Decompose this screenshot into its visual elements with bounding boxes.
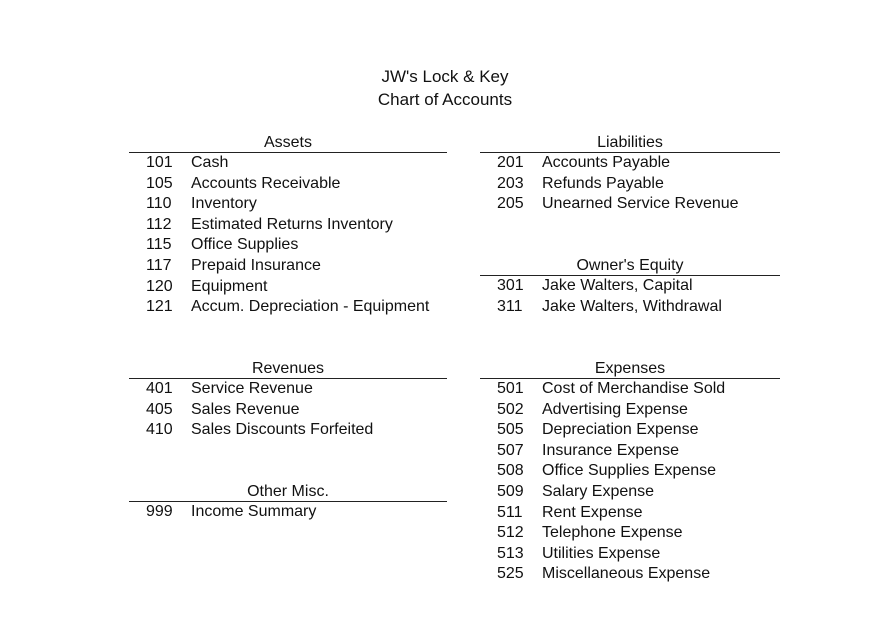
account-row bbox=[129, 379, 447, 400]
account-number: 203 bbox=[497, 174, 524, 192]
account-row bbox=[480, 276, 780, 297]
account-number: 505 bbox=[497, 421, 524, 439]
account-list-revenues bbox=[129, 379, 447, 441]
account-name: Income Summary bbox=[191, 503, 317, 520]
account-name: Prepaid Insurance bbox=[191, 256, 321, 274]
section-header-assets: Assets bbox=[129, 133, 447, 153]
account-row bbox=[480, 503, 780, 524]
account-row bbox=[480, 564, 780, 585]
account-row bbox=[480, 174, 780, 195]
account-row bbox=[129, 256, 447, 277]
account-number: 405 bbox=[146, 400, 173, 418]
account-name: Jake Walters, Capital bbox=[542, 277, 693, 294]
account-number: 105 bbox=[146, 174, 173, 192]
account-name: Jake Walters, Withdrawal bbox=[542, 297, 722, 315]
section-expenses bbox=[480, 359, 780, 585]
account-name: Accounts Receivable bbox=[191, 174, 341, 192]
account-number: 401 bbox=[146, 380, 173, 397]
account-name: Inventory bbox=[191, 195, 257, 213]
account-number: 509 bbox=[497, 482, 524, 500]
account-name: Utilities Expense bbox=[542, 544, 661, 562]
account-number: 121 bbox=[146, 298, 173, 316]
account-row bbox=[480, 420, 780, 441]
account-row bbox=[129, 502, 447, 523]
document-subtitle: Chart of Accounts bbox=[377, 90, 513, 109]
account-name: Sales Discounts Forfeited bbox=[191, 421, 374, 439]
account-row bbox=[480, 379, 780, 400]
account-number: 511 bbox=[497, 503, 523, 521]
account-row bbox=[480, 153, 780, 174]
account-number: 311 bbox=[497, 297, 523, 315]
account-row bbox=[129, 400, 447, 421]
account-name: Salary Expense bbox=[542, 482, 655, 500]
account-number: 120 bbox=[146, 277, 173, 295]
account-name: Rent Expense bbox=[542, 503, 643, 521]
account-number: 999 bbox=[146, 503, 173, 520]
account-name: Telephone Expense bbox=[542, 524, 683, 542]
account-number: 201 bbox=[497, 154, 524, 171]
account-row bbox=[129, 297, 447, 318]
account-row bbox=[480, 400, 780, 421]
account-name: Advertising Expense bbox=[542, 400, 688, 418]
section-assets bbox=[129, 133, 447, 318]
account-number: 205 bbox=[497, 195, 524, 213]
account-row bbox=[480, 441, 780, 462]
account-name: Accum. Depreciation - Equipment bbox=[191, 298, 430, 316]
account-row bbox=[129, 235, 447, 256]
account-row bbox=[480, 544, 780, 565]
account-name: Insurance Expense bbox=[542, 441, 679, 459]
account-name: Cash bbox=[191, 154, 229, 171]
account-number: 110 bbox=[146, 195, 172, 213]
account-name: Miscellaneous Expense bbox=[542, 565, 711, 583]
account-row bbox=[480, 297, 780, 318]
section-header-liabilities: Liabilities bbox=[480, 133, 780, 153]
account-row bbox=[480, 461, 780, 482]
account-row bbox=[129, 194, 447, 215]
section-other-misc bbox=[129, 482, 447, 523]
section-header-owners-equity: Owner's Equity bbox=[480, 256, 780, 276]
account-number: 507 bbox=[497, 441, 524, 459]
account-number: 501 bbox=[497, 380, 524, 397]
account-row bbox=[129, 277, 447, 298]
account-row bbox=[129, 420, 447, 441]
account-number: 101 bbox=[146, 154, 173, 171]
account-number: 508 bbox=[497, 462, 524, 480]
account-number: 112 bbox=[146, 215, 172, 233]
account-name: Office Supplies bbox=[191, 236, 299, 254]
account-row bbox=[480, 194, 780, 215]
account-name: Refunds Payable bbox=[542, 174, 664, 192]
account-name: Service Revenue bbox=[191, 380, 313, 397]
account-list-owners-equity bbox=[480, 276, 780, 317]
account-name: Equipment bbox=[191, 277, 268, 295]
account-list-liabilities bbox=[480, 153, 780, 215]
account-number: 117 bbox=[146, 256, 172, 274]
account-number: 513 bbox=[497, 544, 524, 562]
account-list-assets bbox=[129, 153, 447, 318]
account-row bbox=[129, 153, 447, 174]
account-number: 502 bbox=[497, 400, 524, 418]
account-number: 512 bbox=[497, 524, 524, 542]
section-revenues bbox=[129, 359, 447, 441]
account-number: 115 bbox=[146, 236, 172, 254]
section-header-expenses: Expenses bbox=[480, 359, 780, 379]
account-number: 525 bbox=[497, 565, 524, 583]
account-name: Sales Revenue bbox=[191, 400, 300, 418]
account-list-other-misc bbox=[129, 502, 447, 523]
account-name: Unearned Service Revenue bbox=[542, 195, 739, 213]
section-liabilities bbox=[480, 133, 780, 215]
account-number: 301 bbox=[497, 277, 524, 294]
account-row bbox=[480, 523, 780, 544]
account-name: Office Supplies Expense bbox=[542, 462, 717, 480]
account-row bbox=[480, 482, 780, 503]
document-title: JW's Lock & Key bbox=[381, 67, 509, 86]
section-header-other-misc: Other Misc. bbox=[129, 482, 447, 502]
account-name: Estimated Returns Inventory bbox=[191, 215, 393, 233]
account-number: 410 bbox=[146, 421, 173, 439]
account-row bbox=[129, 174, 447, 195]
account-name: Cost of Merchandise Sold bbox=[542, 380, 726, 397]
account-name: Depreciation Expense bbox=[542, 421, 699, 439]
account-name: Accounts Payable bbox=[542, 154, 671, 171]
account-row bbox=[129, 215, 447, 236]
section-owners-equity bbox=[480, 256, 780, 317]
section-header-revenues: Revenues bbox=[129, 359, 447, 379]
account-list-expenses bbox=[480, 379, 780, 585]
